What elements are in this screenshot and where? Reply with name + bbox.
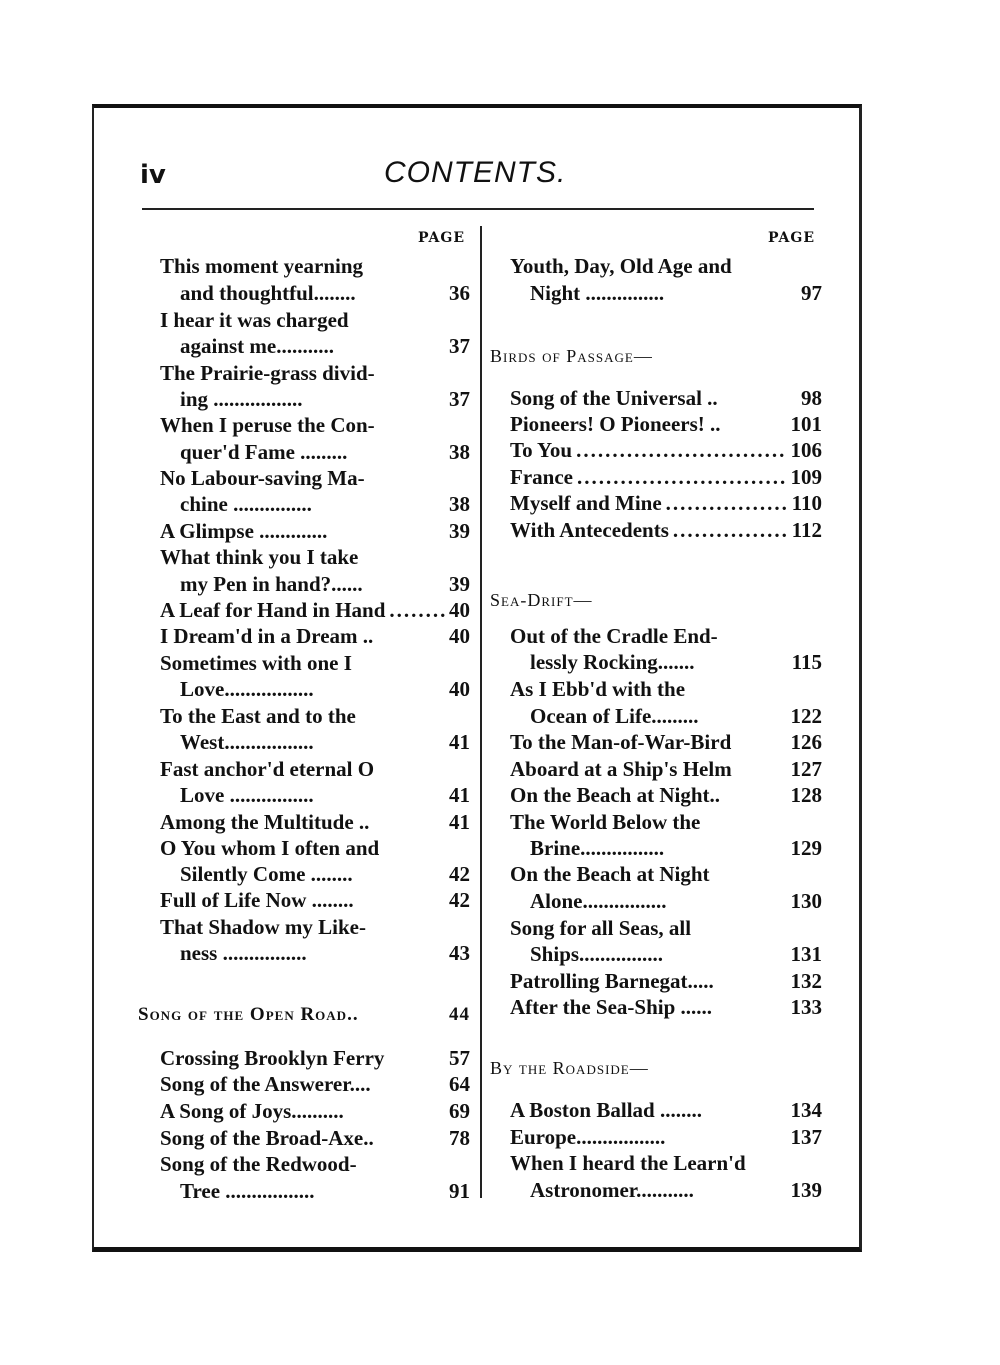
toc-page-number: 97 (801, 281, 822, 305)
toc-page-number: 64 (449, 1072, 470, 1096)
toc-page-number: 101 (790, 412, 822, 436)
left-page-header: PAGE (418, 230, 465, 246)
toc-entry[interactable]: ness ................ 43 (180, 941, 470, 965)
right-page-header: PAGE (768, 230, 815, 246)
toc-entry[interactable]: To You ..... 106 (510, 438, 822, 464)
toc-page-number: 98 (801, 386, 822, 410)
toc-entry-title: I hear it was charged (160, 308, 349, 332)
toc-entry-title: On the Beach at Night (510, 862, 710, 886)
toc-entry[interactable]: After the Sea-Ship ...... 133 (510, 995, 822, 1019)
toc-page-number: 137 (790, 1125, 822, 1149)
toc-page-number: 40 (449, 677, 470, 701)
toc-entry[interactable]: Song of the Broad-Axe.. 78 (160, 1126, 470, 1150)
toc-entry[interactable]: Pioneers! O Pioneers! .. 101 (510, 412, 822, 436)
toc-page-number: 39 (449, 519, 470, 543)
toc-page-number: 57 (449, 1046, 470, 1070)
toc-page-number: 126 (790, 730, 822, 754)
section-song-of-the-open-road[interactable]: Song of the Open Road.. 44 (138, 1004, 470, 1025)
toc-page-number: 139 (790, 1178, 822, 1202)
toc-entry[interactable]: Among the Multitude .. 41 (160, 810, 470, 834)
toc-entry-title: Youth, Day, Old Age and (510, 254, 732, 278)
toc-entry[interactable]: Song of the Answerer.... 64 (160, 1072, 470, 1096)
section-birds-of-passage[interactable]: Birds of Passage— (490, 346, 653, 366)
toc-entry-title: When I peruse the Con- (160, 413, 375, 437)
toc-entry-title: Out of the Cradle End- (510, 624, 718, 648)
toc-page-number: 132 (790, 969, 822, 993)
toc-page-number: 37 (449, 387, 470, 411)
toc-page-number: 41 (449, 783, 470, 807)
toc-entry[interactable]: Night ............... 97 (530, 281, 822, 305)
toc-entry[interactable]: Full of Life Now ........ 42 (160, 888, 470, 912)
toc-page-number: 40 (449, 624, 470, 648)
toc-entry-title: The Prairie-grass divid- (160, 361, 375, 385)
toc-entry-title: Song of the Redwood- (160, 1152, 357, 1176)
toc-entry[interactable]: Ships................ 131 (530, 942, 822, 966)
toc-page-number: 122 (790, 704, 822, 728)
toc-page-number: 69 (449, 1099, 470, 1123)
toc-entry[interactable]: Myself and Mine ..... 110 (510, 491, 822, 517)
toc-entry[interactable]: A Boston Ballad ........ 134 (510, 1098, 822, 1122)
toc-entry[interactable]: With Antecedents ..... 112 (510, 518, 822, 544)
page-number: iv (140, 160, 166, 190)
toc-page-number: 127 (790, 757, 822, 781)
toc-entry[interactable]: I Dream'd in a Dream .. 40 (160, 624, 470, 648)
toc-page-number: 43 (449, 941, 470, 965)
toc-page-number: 38 (449, 440, 470, 464)
toc-entry[interactable]: Song of the Universal .. 98 (510, 386, 822, 410)
toc-entry[interactable]: Love ................ 41 (180, 783, 470, 807)
toc-entry[interactable]: France ..... 109 (510, 465, 822, 491)
toc-page-number: 115 (791, 650, 822, 674)
toc-entry[interactable]: Alone................ 130 (530, 889, 822, 913)
toc-entry[interactable]: Ocean of Life......... 122 (530, 704, 822, 728)
page-title: CONTENTS. (384, 156, 567, 189)
column-divider (480, 226, 482, 1198)
toc-page-number: 37 (449, 334, 470, 358)
toc-page-number: 91 (449, 1179, 470, 1203)
toc-entry[interactable]: Love................. 40 (180, 677, 470, 701)
toc-entry[interactable]: Crossing Brooklyn Ferry 57 (160, 1046, 470, 1070)
toc-page-number: 112 (791, 518, 822, 542)
toc-page-number: 36 (449, 281, 470, 305)
toc-page-number: 38 (449, 492, 470, 516)
toc-page-number: 106 (790, 438, 822, 462)
toc-page-number: 133 (790, 995, 822, 1019)
toc-page-number: 128 (790, 783, 822, 807)
toc-page-number: 39 (449, 572, 470, 596)
toc-entry-title: This moment yearning (160, 254, 364, 278)
toc-entry-title: Song for all Seas, all (510, 916, 692, 940)
toc-entry[interactable]: A Leaf for Hand in Hand ..... 40 (160, 598, 470, 624)
toc-entry-title: Sometimes with one I (160, 651, 352, 675)
section-by-the-roadside[interactable]: By the Roadside— (490, 1058, 649, 1078)
toc-page-number: 78 (449, 1126, 470, 1150)
toc-entry[interactable]: Patrolling Barnegat..... 132 (510, 969, 822, 993)
toc-entry[interactable]: A Glimpse ............. 39 (160, 519, 470, 543)
toc-entry-title: What think you I take (160, 545, 359, 569)
toc-entry[interactable]: lessly Rocking....... 115 (530, 650, 822, 674)
toc-entry-title: That Shadow my Like- (160, 915, 366, 939)
toc-entry-title: The World Below the (510, 810, 701, 834)
toc-entry[interactable]: Silently Come ........ 42 (180, 862, 470, 886)
toc-page-number: 42 (449, 888, 470, 912)
toc-entry-title: As I Ebb'd with the (510, 677, 686, 701)
section-sea-drift[interactable]: Sea-Drift— (490, 590, 593, 610)
toc-page-number: 134 (790, 1098, 822, 1122)
header-rule (142, 208, 814, 210)
toc-page-number: 110 (791, 491, 822, 515)
toc-page-number: 41 (449, 810, 470, 834)
toc-entry[interactable]: Tree ................. 91 (180, 1179, 470, 1203)
toc-page-number: 42 (449, 862, 470, 886)
toc-page-number: 129 (790, 836, 822, 860)
toc-page-number: 130 (790, 889, 822, 913)
toc-entry[interactable]: and thoughtful........ 36 (180, 281, 470, 305)
toc-entry[interactable]: Europe................. 137 (510, 1125, 822, 1149)
toc-entry-title: O You whom I often and (160, 836, 380, 860)
toc-entry-title: Fast anchor'd eternal O (160, 757, 375, 781)
toc-entry[interactable]: quer'd Fame ......... 38 (180, 440, 470, 464)
toc-entry[interactable]: chine ............... 38 (180, 492, 470, 516)
toc-entry[interactable]: against me........... 37 (180, 334, 470, 358)
toc-entry[interactable]: my Pen in hand?...... 39 (180, 572, 470, 596)
toc-entry[interactable]: ing ................. 37 (180, 387, 470, 411)
toc-entry[interactable]: On the Beach at Night.. 128 (510, 783, 822, 807)
toc-entry[interactable]: Aboard at a Ship's Helm 127 (510, 757, 822, 781)
toc-page-number: 41 (449, 730, 470, 754)
toc-page-number: 44 (449, 1004, 470, 1025)
toc-entry[interactable]: A Song of Joys.......... 69 (160, 1099, 470, 1123)
toc-entry[interactable]: To the Man-of-War-Bird 126 (510, 730, 822, 754)
toc-entry-title: To the East and to the (160, 704, 356, 728)
toc-page-number: 40 (449, 598, 470, 622)
toc-entry[interactable]: Astronomer........... 139 (530, 1178, 822, 1202)
toc-page-number: 109 (790, 465, 822, 489)
toc-page-number: 131 (790, 942, 822, 966)
toc-entry-title: When I heard the Learn'd (510, 1151, 746, 1175)
toc-entry[interactable]: Brine................ 129 (530, 836, 822, 860)
toc-entry-title: No Labour-saving Ma- (160, 466, 365, 490)
toc-entry[interactable]: West................. 41 (180, 730, 470, 754)
